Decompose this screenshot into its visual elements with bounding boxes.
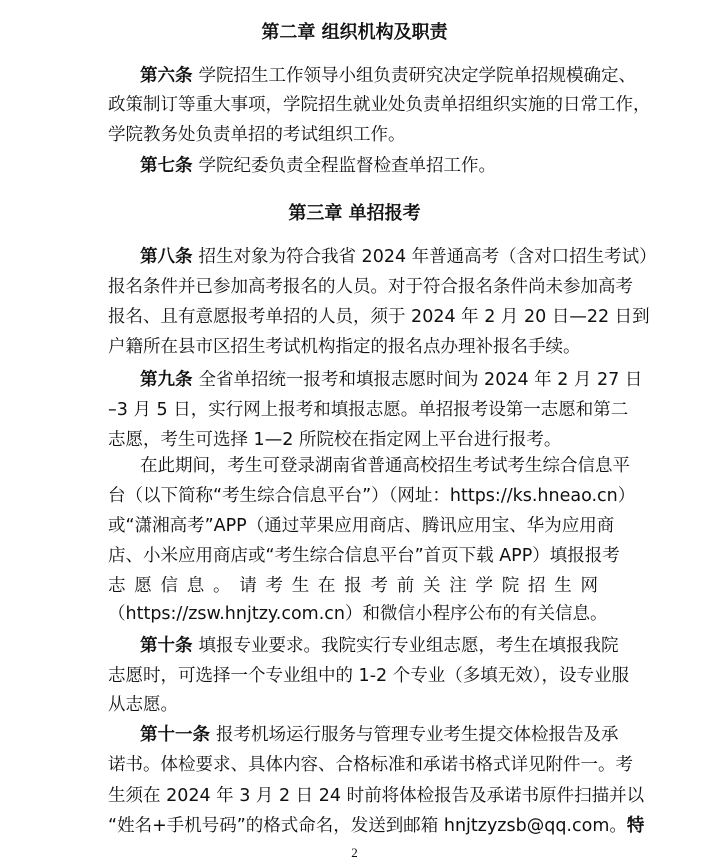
line-text: 生须在 2024 年 3 月 2 日 24 时前将体检报告及承诺书原件扫描并以: [108, 786, 645, 806]
text-line: [140, 64, 636, 88]
article-label: 第六条: [140, 66, 193, 86]
article-label: 第十一条: [140, 725, 210, 745]
bold-text: 特: [626, 816, 645, 836]
article-label: 第九条: [140, 370, 193, 390]
text-line: [140, 245, 657, 269]
text-line: [108, 814, 645, 838]
text-line: [108, 398, 629, 422]
page-number: 2: [351, 845, 358, 860]
text-line: [140, 634, 619, 658]
text-line: [108, 664, 629, 688]
line-text: 填报专业要求。我院实行专业组志愿，考生在填报我院: [198, 636, 619, 656]
line-text: 学院纪委负责全程监督检查单招工作。: [198, 156, 496, 176]
text-line: [140, 368, 643, 392]
line-text: 学院招生工作领导小组负责研究决定学院单招规模确定、: [198, 66, 636, 86]
text-line: [140, 154, 598, 178]
text-line: [108, 428, 598, 452]
line-text: 志愿，考生可选择 1—2 所院校在指定网上平台进行报考。: [108, 430, 562, 450]
text-line: [108, 305, 650, 329]
text-line: [108, 574, 598, 598]
article-label: 第十条: [140, 636, 193, 656]
line-text: 台（以下简称“考生综合信息平台”）（网址：https://ks.hneao.cn）: [108, 486, 636, 506]
line-text: 志愿时，可选择一个专业组中的 1-2 个专业（多填无效），设专业服: [108, 666, 629, 686]
chapter-3-heading: 第三章 单招报考: [288, 203, 421, 224]
line-text: 全省单招统一报考和填报志愿时间为 2024 年 2 月 27 日: [198, 370, 643, 390]
line-text: 或“潇湘高考”APP（通过苹果应用商店、腾讯应用宝、华为应用商: [108, 516, 615, 536]
line-text: 报考机场运行服务与管理专业考生提交体检报告及承: [216, 725, 619, 745]
text-line: [108, 693, 598, 717]
article-label: 第七条: [140, 156, 193, 176]
line-text: 诺书。体检要求、具体内容、合格标准和承诺书格式详见附件一。考: [108, 755, 633, 775]
line-text: 在此期间，考生可登录湖南省普通高校招生考试考生综合信息平: [140, 456, 630, 476]
text-line: [108, 484, 636, 508]
line-text: 政策制订等重大事项，学院招生就业处负责单招组织实施的日常工作，: [108, 95, 651, 115]
article-label: 第八条: [140, 247, 193, 267]
text-line: [108, 275, 633, 299]
chapter-2-heading: 第二章 组织机构及职责: [261, 22, 448, 43]
text-line: [140, 723, 619, 747]
text-line: [108, 123, 598, 147]
text-line: [108, 544, 620, 568]
line-text: “姓名+手机号码”的格式命名，发送到邮箱 hnjtzyzsb@qq.com。: [108, 816, 627, 836]
line-text: –3 月 5 日，实行网上报考和填报志愿。单招报考设第一志愿和第二: [108, 400, 629, 420]
text-line: [108, 784, 645, 808]
line-text: 户籍所在县市区招生考试机构指定的报名点办理补报名手续。: [108, 337, 581, 357]
line-text: （https://zsw.hnjtzy.com.cn）和微信小程序公布的有关信息。: [108, 604, 608, 624]
line-text: 报名条件并已参加高考报名的人员。对于符合报名条件尚未参加高考: [108, 277, 633, 297]
text-line: [140, 454, 630, 478]
line-text: 报名、且有意愿报考单招的人员，须于 2024 年 2 月 20 日—22 日到: [108, 307, 650, 327]
line-text: 从志愿。: [108, 695, 178, 715]
text-line: [108, 514, 615, 538]
text-line: [108, 602, 608, 626]
text-line: [108, 335, 598, 359]
line-text: 志愿信息。请考生在报考前关注学院招生网: [108, 576, 598, 596]
text-line: [108, 93, 651, 117]
line-text: 学院教务处负责单招的考试组织工作。: [108, 125, 406, 145]
line-text: 招生对象为符合我省 2024 年普通高考（含对口招生考试）: [198, 247, 657, 267]
line-text: 店、小米应用商店或“考生综合信息平台”首页下载 APP）填报报考: [108, 546, 620, 566]
text-line: [108, 753, 633, 777]
